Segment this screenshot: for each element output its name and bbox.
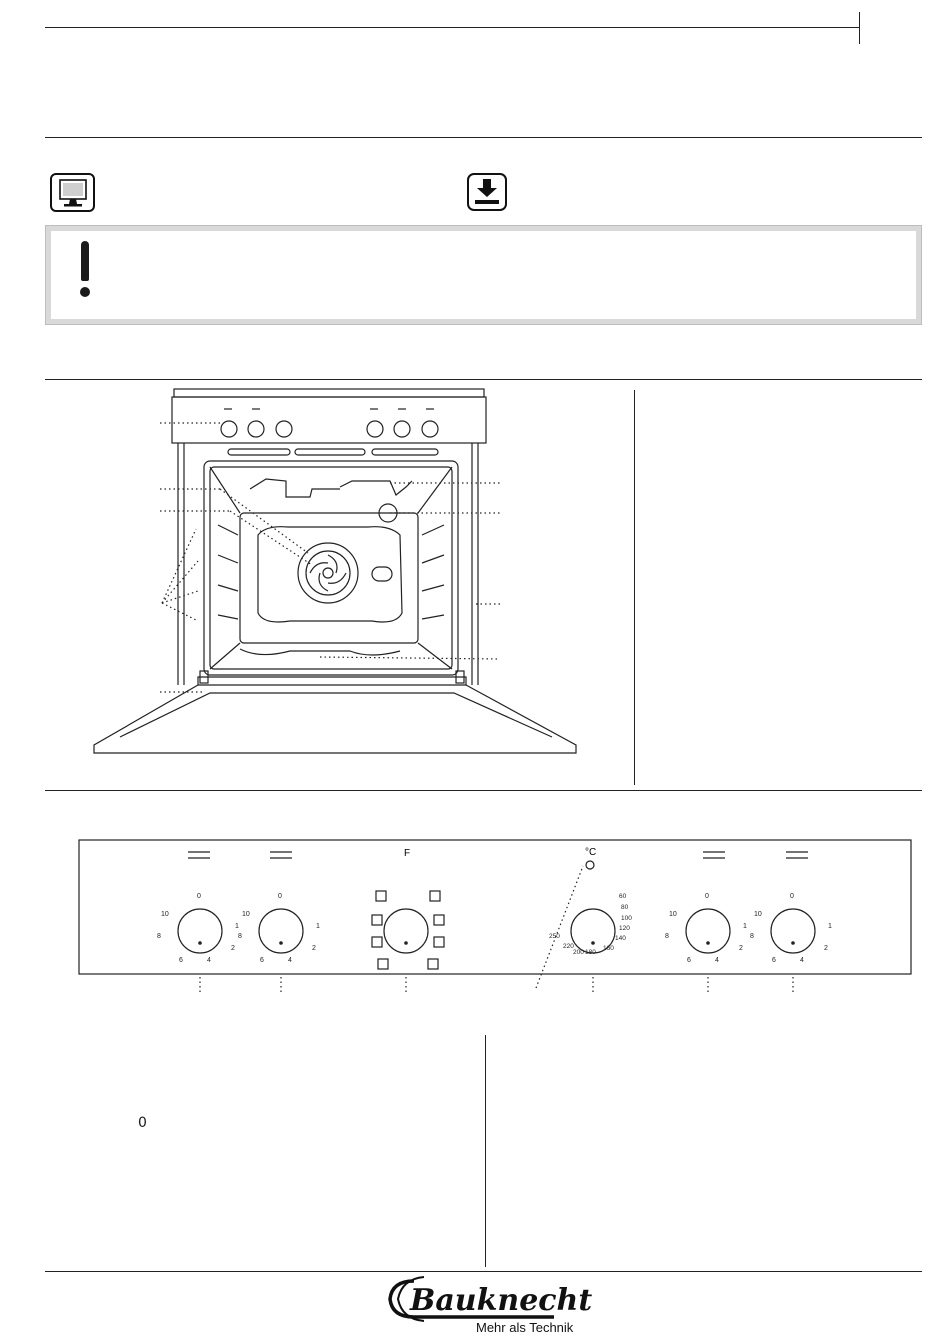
section-rule-3 (45, 790, 922, 791)
temp-mark: 100 (621, 915, 632, 922)
dial-mark: 8 (238, 933, 242, 940)
warning-box (45, 225, 922, 325)
function-label: F (404, 848, 411, 859)
column-divider (634, 390, 635, 785)
dial-mark: 1 (743, 923, 747, 930)
download-icon (467, 173, 513, 211)
temp-mark: 160 (603, 945, 614, 952)
dial-mark: 1 (828, 923, 832, 930)
top-rule (45, 27, 860, 28)
temp-mark: 200 (573, 949, 584, 956)
dial-mark: 4 (288, 957, 292, 964)
dial-mark: 2 (824, 945, 828, 952)
temp-mark: 250 (549, 933, 560, 940)
footer-rule (45, 1271, 922, 1272)
zero-label: 0 (138, 1115, 147, 1131)
dial-mark: 0 (197, 893, 201, 900)
monitor-icon (50, 173, 96, 211)
dial-mark: 6 (772, 957, 776, 964)
dial-mark: 0 (278, 893, 282, 900)
dial-mark: 8 (665, 933, 669, 940)
temp-mark: 60 (619, 893, 627, 900)
temp-mark: 220 (563, 943, 574, 950)
dial-mark: 4 (715, 957, 719, 964)
dial-mark: 6 (260, 957, 264, 964)
dial-mark: 8 (750, 933, 754, 940)
oven-illustration (90, 385, 590, 760)
dial-mark: 10 (161, 911, 169, 918)
brand-slogan: Mehr als Technik (476, 1320, 574, 1335)
svg-text:Bauknecht: Bauknecht (410, 1283, 593, 1318)
lower-column-divider (485, 1035, 486, 1267)
dial-mark: 1 (235, 923, 239, 930)
dial-mark: 6 (179, 957, 183, 964)
temp-unit-label: °C (585, 847, 597, 858)
temp-mark: 140 (615, 935, 626, 942)
exclamation-icon (75, 241, 95, 301)
dial-mark: 10 (754, 911, 762, 918)
bauknecht-logo (384, 1275, 594, 1323)
temp-mark: 80 (621, 904, 629, 911)
dial-mark: 8 (157, 933, 161, 940)
dial-mark: 0 (790, 893, 794, 900)
dial-mark: 6 (687, 957, 691, 964)
temp-mark: 120 (619, 925, 630, 932)
dial-mark: 10 (242, 911, 250, 918)
dial-mark: 2 (231, 945, 235, 952)
dial-mark: 1 (316, 923, 320, 930)
dial-mark: 2 (739, 945, 743, 952)
dial-mark: 10 (669, 911, 677, 918)
temp-mark: 180 (585, 949, 596, 956)
dial-mark: 4 (207, 957, 211, 964)
dial-mark: 0 (705, 893, 709, 900)
section-rule-2 (45, 379, 922, 380)
control-panel-diagram (78, 838, 912, 993)
dial-mark: 4 (800, 957, 804, 964)
section-rule-1 (45, 137, 922, 138)
top-rule-tick (859, 12, 860, 44)
dial-mark: 2 (312, 945, 316, 952)
